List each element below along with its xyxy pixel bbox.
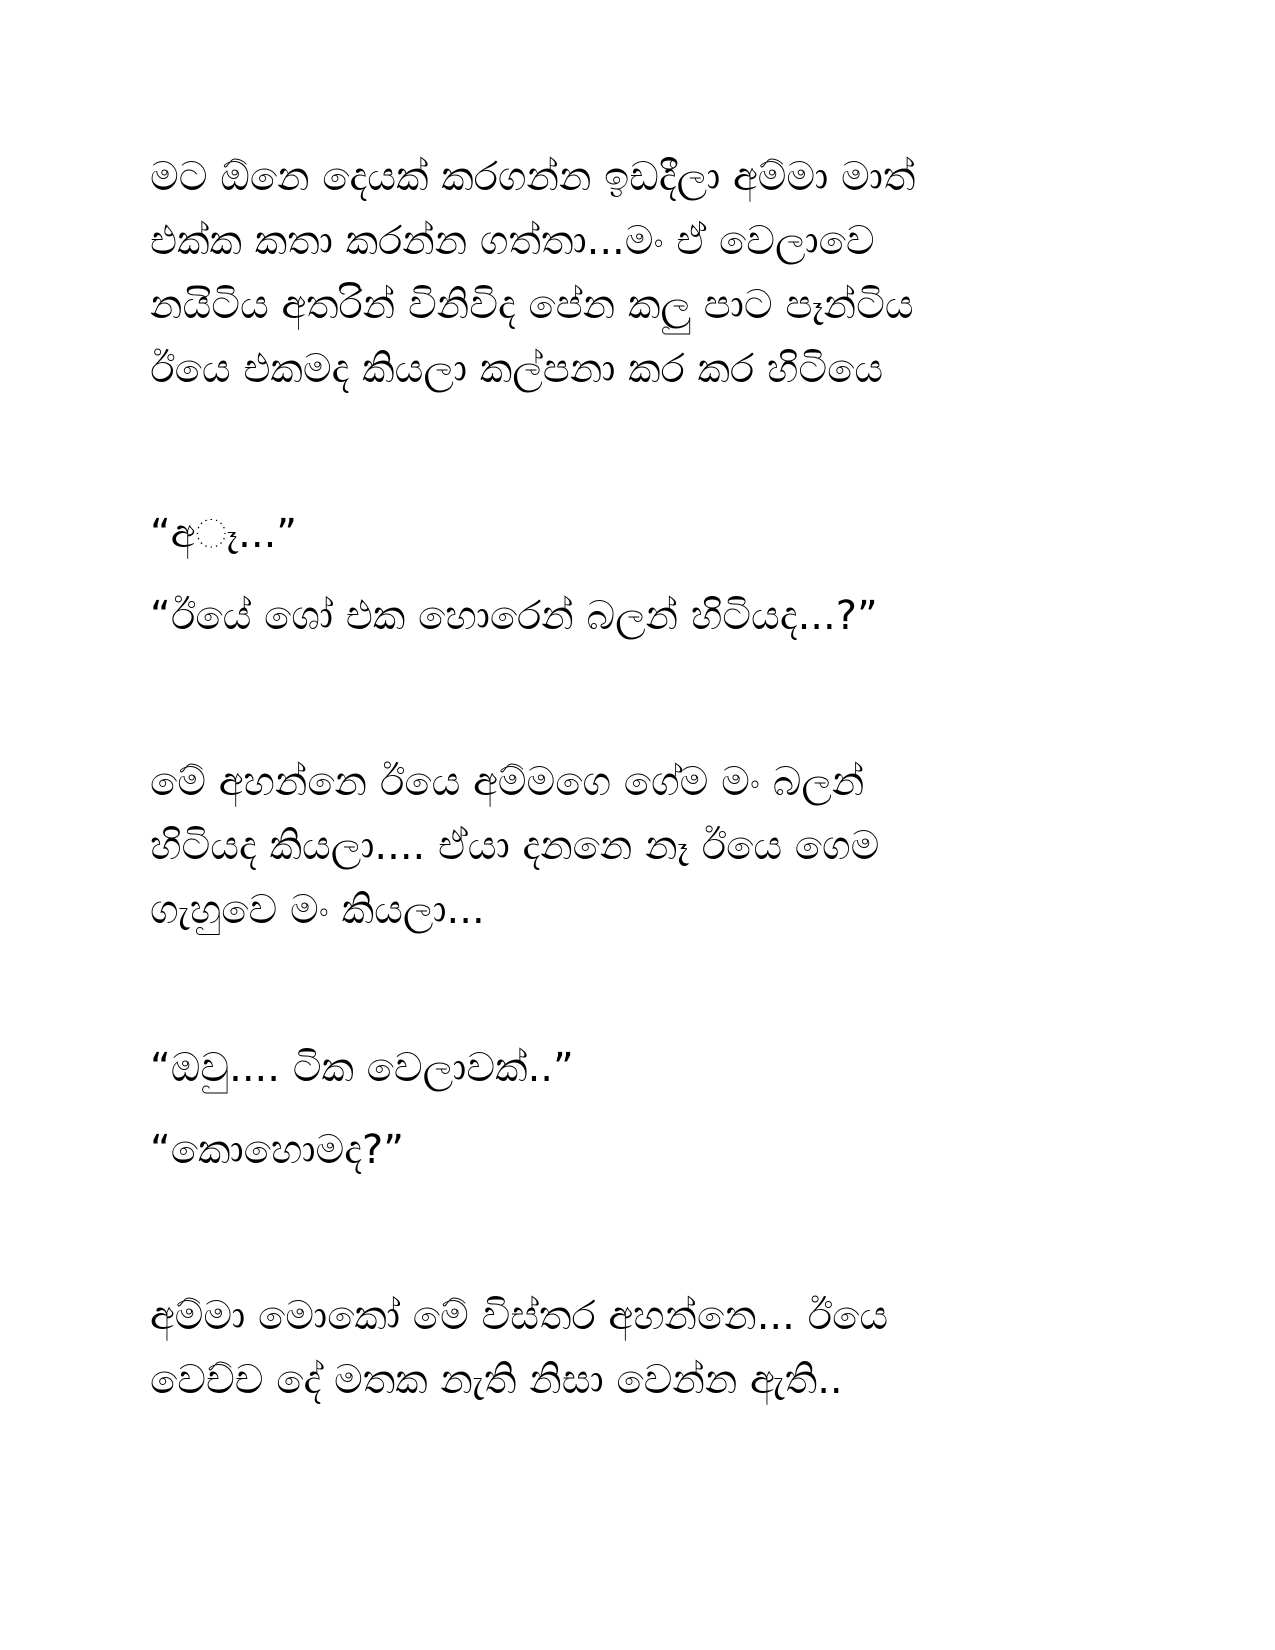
- paragraph-1-line-2: එක්ක කතා කරන්න ගත්තා...මං ඒ වෙලාවෙ: [150, 218, 875, 264]
- paragraph-1-line-1: මට ඕනෙ දෙයක් කරගන්න ඉඩදීලා අම්මා මාත්: [150, 154, 916, 200]
- paragraph-3-line-1: අම්මා මොකෝ මේ විස්තර අහන්නෙ... ඊයෙ: [150, 1293, 889, 1339]
- paragraph-2-line-3: ගැහුවෙ මං කියලා...: [150, 887, 485, 933]
- dialogue-line-3: [150, 1036, 1150, 1100]
- dialogue-line-2-text: “ඊයේ ශෝ එක හොරෙන් බලන් හිටියද...?”: [150, 593, 878, 639]
- dialogue-line-3-text: “ඔවු.... ටික වෙලාවක්..”: [150, 1045, 574, 1091]
- dialogue-line-4-text: “කොහොමද?”: [150, 1127, 404, 1173]
- paragraph-2-line-1: මේ අහන්නෙ ඊයෙ අම්මගෙ ගේම මං බලන්: [150, 759, 865, 805]
- paragraph-3-line-2: වෙච්ච දේ මතක නැති නිසා වෙන්න ඇති..: [150, 1357, 843, 1403]
- paragraph-2: [150, 750, 1150, 942]
- paragraph-3: [150, 1284, 1150, 1412]
- paragraph-1-line-3: නයිටිය අතරින් විනිවිද පේන කලු පාට පෑන්ටිය: [150, 282, 914, 328]
- dialogue-line-1: [150, 502, 1150, 566]
- dialogue-line-1-text: “අෑ...”: [150, 511, 298, 557]
- dialogue-line-4: [150, 1118, 1150, 1182]
- paragraph-1-line-4: ඊයෙ එකමද කියලා කල්පනා කර කර හිටියෙ: [150, 346, 884, 392]
- paragraph-1: [150, 145, 1150, 401]
- dialogue-line-2: [150, 584, 1150, 648]
- paragraph-2-line-2: හිටියද කියලා.... ඒයා දනනෙ නෑ ඊයෙ ගෙම: [150, 823, 880, 869]
